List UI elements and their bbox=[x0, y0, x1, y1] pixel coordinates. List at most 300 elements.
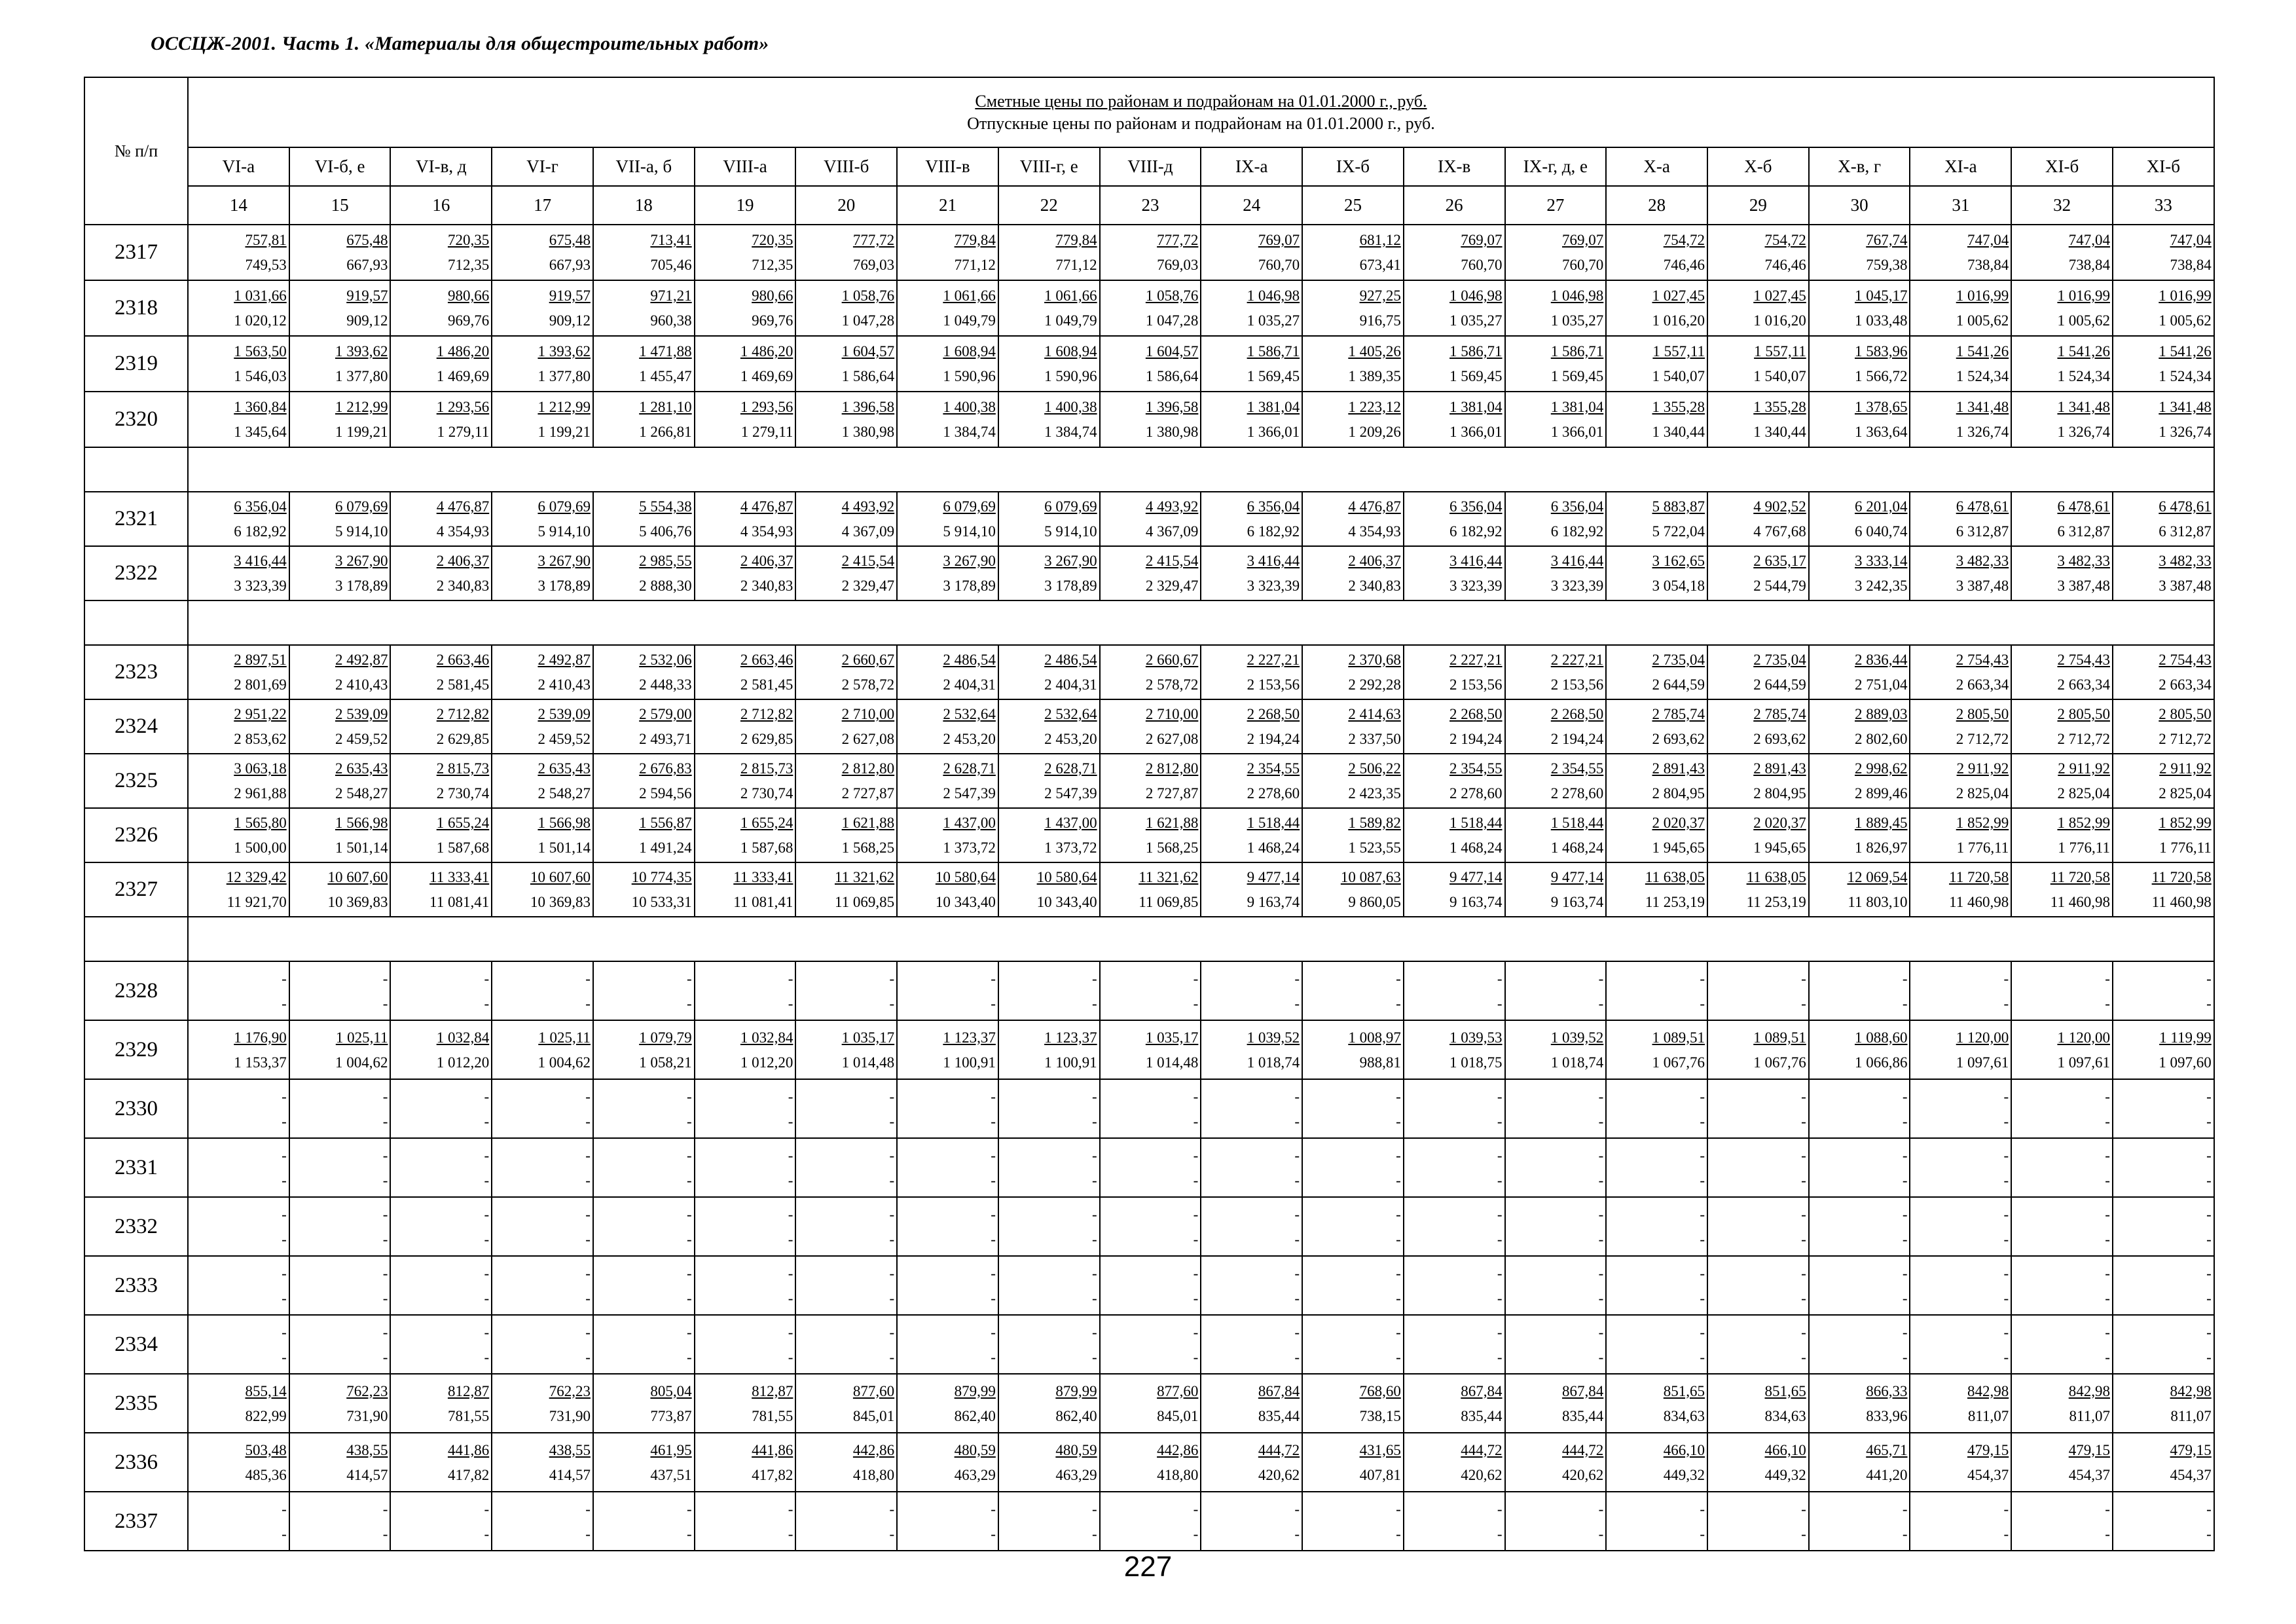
otpusknaya-price: 2 548,27 bbox=[538, 785, 591, 802]
otpusknaya-price: 731,90 bbox=[346, 1407, 388, 1424]
smetnaya-price: 465,71 bbox=[1866, 1441, 1908, 1458]
otpusknaya-price: - bbox=[1902, 1113, 1908, 1130]
otpusknaya-price: 454,37 bbox=[1967, 1466, 2009, 1483]
price-cell bbox=[2011, 225, 2113, 280]
otpusknaya-price: 760,70 bbox=[1461, 257, 1503, 273]
smetnaya-price: - bbox=[788, 1147, 793, 1164]
page-number: 227 bbox=[1123, 1551, 1173, 1583]
otpusknaya-price: 9 860,05 bbox=[1348, 894, 1401, 910]
price-cell bbox=[1809, 961, 1910, 1020]
otpusknaya-price: - bbox=[585, 1172, 591, 1189]
otpusknaya-price: - bbox=[282, 1172, 287, 1189]
price-cell bbox=[1606, 699, 1707, 754]
smetnaya-price: 2 370,68 bbox=[1348, 652, 1401, 668]
price-cell bbox=[1505, 862, 1607, 917]
price-cell bbox=[188, 1492, 289, 1551]
price-cell bbox=[1809, 645, 1910, 699]
price-cell bbox=[492, 1197, 593, 1256]
otpusknaya-price: - bbox=[585, 1348, 591, 1365]
smetnaya-price: 1 045,17 bbox=[1854, 287, 1908, 304]
price-cell bbox=[897, 1315, 998, 1374]
price-cell bbox=[1404, 1492, 1505, 1551]
region-header: XI-б bbox=[2011, 147, 2113, 186]
table-row bbox=[84, 336, 2214, 392]
smetnaya-price: 842,98 bbox=[1967, 1382, 2009, 1399]
smetnaya-price: 1 852,99 bbox=[2057, 815, 2110, 831]
smetnaya-price: 2 891,43 bbox=[1753, 760, 1806, 777]
separator-row bbox=[84, 917, 2214, 961]
otpusknaya-price: 1 776,11 bbox=[2159, 840, 2212, 856]
smetnaya-price: 779,84 bbox=[1055, 232, 1097, 248]
price-cell bbox=[390, 546, 492, 600]
smetnaya-price: 6 079,69 bbox=[943, 498, 996, 515]
otpusknaya-price: 2 453,20 bbox=[1044, 731, 1097, 747]
smetnaya-price: 1 556,87 bbox=[639, 815, 692, 831]
smetnaya-price: 4 476,87 bbox=[740, 498, 793, 515]
otpusknaya-price: 1 380,98 bbox=[1145, 424, 1199, 440]
otpusknaya-price: - bbox=[889, 1172, 895, 1189]
price-cell bbox=[1100, 280, 1201, 336]
otpusknaya-price: 2 493,71 bbox=[639, 731, 692, 747]
otpusknaya-price: 1 380,98 bbox=[841, 424, 895, 440]
smetnaya-price: - bbox=[484, 1323, 490, 1340]
otpusknaya-price: 1 587,68 bbox=[436, 840, 490, 856]
otpusknaya-price: 673,41 bbox=[1359, 257, 1401, 273]
price-cell bbox=[1404, 492, 1505, 546]
otpusknaya-price: 667,93 bbox=[549, 257, 591, 273]
price-cell bbox=[695, 754, 796, 808]
price-cell bbox=[1606, 546, 1707, 600]
otpusknaya-price: - bbox=[2003, 1172, 2009, 1189]
column-number: 16 bbox=[390, 186, 492, 225]
otpusknaya-price: 1 067,76 bbox=[1753, 1054, 1806, 1071]
otpusknaya-price: 916,75 bbox=[1359, 312, 1401, 329]
table-row bbox=[84, 862, 2214, 917]
smetnaya-price: 3 416,44 bbox=[1449, 553, 1503, 569]
otpusknaya-price: - bbox=[1193, 1113, 1199, 1130]
smetnaya-price: 2 660,67 bbox=[1145, 652, 1199, 668]
smetnaya-price: - bbox=[1598, 970, 1604, 987]
smetnaya-price: - bbox=[1396, 1264, 1401, 1282]
otpusknaya-price: 2 448,33 bbox=[639, 676, 692, 693]
otpusknaya-price: - bbox=[1396, 1230, 1401, 1247]
separator-cell bbox=[188, 600, 2214, 645]
price-cell bbox=[188, 699, 289, 754]
smetnaya-price: 1 355,28 bbox=[1753, 399, 1806, 415]
smetnaya-price: - bbox=[1091, 1147, 1097, 1164]
smetnaya-price: 2 911,92 bbox=[2159, 760, 2212, 777]
price-cell bbox=[289, 1256, 391, 1315]
table-row bbox=[84, 1256, 2214, 1315]
price-cell bbox=[2011, 546, 2113, 600]
price-cell bbox=[390, 492, 492, 546]
smetnaya-price: 3 267,90 bbox=[1044, 553, 1097, 569]
smetnaya-price: 6 356,04 bbox=[234, 498, 287, 515]
row-number-header: № п/п bbox=[84, 77, 188, 225]
price-cell bbox=[492, 225, 593, 280]
smetnaya-price: 2 754,43 bbox=[2159, 652, 2212, 668]
otpusknaya-price: 2 423,35 bbox=[1348, 785, 1401, 802]
otpusknaya-price: 420,62 bbox=[1258, 1466, 1300, 1483]
price-cell bbox=[1505, 1020, 1607, 1079]
otpusknaya-price: 749,53 bbox=[245, 257, 287, 273]
smetnaya-price: 1 058,76 bbox=[841, 287, 895, 304]
region-header: IX-а bbox=[1201, 147, 1302, 186]
smetnaya-price: 1 889,45 bbox=[1854, 815, 1908, 831]
price-cell bbox=[492, 754, 593, 808]
otpusknaya-price: 1 384,74 bbox=[943, 424, 996, 440]
smetnaya-price: - bbox=[1193, 1206, 1199, 1223]
price-cell bbox=[1201, 1197, 1302, 1256]
otpusknaya-price: - bbox=[991, 1525, 996, 1542]
smetnaya-price: - bbox=[788, 970, 793, 987]
smetnaya-price: 1 518,44 bbox=[1550, 815, 1604, 831]
otpusknaya-price: 2 727,87 bbox=[1145, 785, 1199, 802]
otpusknaya-price: 6 182,92 bbox=[234, 523, 287, 540]
smetnaya-price: 4 493,92 bbox=[841, 498, 895, 515]
price-cell bbox=[1100, 645, 1201, 699]
otpusknaya-price: - bbox=[1801, 1525, 1806, 1542]
price-cell bbox=[1707, 961, 1809, 1020]
price-cell bbox=[1809, 1256, 1910, 1315]
otpusknaya-price: 1 366,01 bbox=[1449, 424, 1503, 440]
smetnaya-price: 4 902,52 bbox=[1753, 498, 1806, 515]
smetnaya-price: 11 321,62 bbox=[834, 869, 895, 885]
price-cell bbox=[492, 1079, 593, 1138]
otpusknaya-price: 2 961,88 bbox=[234, 785, 287, 802]
otpusknaya-price: 1 568,25 bbox=[841, 840, 895, 856]
price-cell bbox=[1404, 336, 1505, 392]
price-cell bbox=[289, 808, 391, 862]
price-cell bbox=[795, 808, 897, 862]
smetnaya-price: 1 655,24 bbox=[740, 815, 793, 831]
otpusknaya-price: - bbox=[585, 1289, 591, 1306]
price-cell bbox=[1404, 961, 1505, 1020]
price-cell bbox=[1910, 225, 2011, 280]
otpusknaya-price: - bbox=[687, 1289, 692, 1306]
otpusknaya-price: - bbox=[889, 1525, 895, 1542]
otpusknaya-price: - bbox=[585, 1230, 591, 1247]
otpusknaya-price: 781,55 bbox=[447, 1407, 490, 1424]
otpusknaya-price: 738,84 bbox=[2068, 257, 2110, 273]
smetnaya-price: 1 583,96 bbox=[1854, 343, 1908, 360]
smetnaya-price: 2 712,82 bbox=[740, 706, 793, 722]
smetnaya-price: 675,48 bbox=[549, 232, 591, 248]
otpusknaya-price: - bbox=[1396, 1113, 1401, 1130]
smetnaya-price: 5 883,87 bbox=[1652, 498, 1705, 515]
otpusknaya-price: 1 384,74 bbox=[1044, 424, 1097, 440]
smetnaya-price: - bbox=[788, 1264, 793, 1282]
otpusknaya-price: - bbox=[2105, 995, 2110, 1012]
otpusknaya-price: 1 066,86 bbox=[1854, 1054, 1908, 1071]
otpusknaya-price: 6 040,74 bbox=[1854, 523, 1908, 540]
smetnaya-price: - bbox=[2105, 1206, 2110, 1223]
price-cell bbox=[390, 1374, 492, 1433]
otpusknaya-price: 2 581,45 bbox=[740, 676, 793, 693]
table-row bbox=[84, 1433, 2214, 1492]
smetnaya-price: 466,10 bbox=[1663, 1441, 1705, 1458]
smetnaya-price: 11 321,62 bbox=[1139, 869, 1199, 885]
price-cell bbox=[695, 1197, 796, 1256]
price-cell bbox=[1404, 1256, 1505, 1315]
otpusknaya-price: - bbox=[1497, 1172, 1503, 1189]
price-cell bbox=[695, 492, 796, 546]
otpusknaya-price: 1 500,00 bbox=[234, 840, 287, 856]
price-cell bbox=[2011, 492, 2113, 546]
price-cell bbox=[188, 492, 289, 546]
smetnaya-price: 1 393,62 bbox=[538, 343, 591, 360]
smetnaya-price: 1 025,11 bbox=[335, 1029, 388, 1046]
otpusknaya-price: 1 035,27 bbox=[1449, 312, 1503, 329]
column-number: 24 bbox=[1201, 186, 1302, 225]
smetnaya-price: - bbox=[1497, 1088, 1503, 1105]
price-cell bbox=[695, 1315, 796, 1374]
column-number: 14 bbox=[188, 186, 289, 225]
otpusknaya-price: 1 014,48 bbox=[841, 1054, 895, 1071]
smetnaya-price: 479,15 bbox=[1967, 1441, 2009, 1458]
smetnaya-price: 2 486,54 bbox=[943, 652, 996, 668]
otpusknaya-price: - bbox=[2105, 1172, 2110, 1189]
price-cell bbox=[695, 225, 796, 280]
otpusknaya-price: 759,38 bbox=[1866, 257, 1908, 273]
column-number: 27 bbox=[1505, 186, 1607, 225]
table-row bbox=[84, 1492, 2214, 1551]
price-cell bbox=[897, 1256, 998, 1315]
price-cell bbox=[2011, 1020, 2113, 1079]
otpusknaya-price: 1 366,01 bbox=[1550, 424, 1604, 440]
price-cell bbox=[795, 280, 897, 336]
smetnaya-price: - bbox=[1497, 1206, 1503, 1223]
smetnaya-price: 1 016,99 bbox=[1956, 287, 2009, 304]
table-row bbox=[84, 392, 2214, 447]
otpusknaya-price: - bbox=[382, 1525, 388, 1542]
price-cell bbox=[897, 754, 998, 808]
price-cell bbox=[1302, 1020, 1404, 1079]
smetnaya-price: 1 039,52 bbox=[1550, 1029, 1604, 1046]
price-cell bbox=[795, 645, 897, 699]
smetnaya-price: 2 815,73 bbox=[436, 760, 490, 777]
smetnaya-price: 3 267,90 bbox=[538, 553, 591, 569]
smetnaya-price: 1 608,94 bbox=[1044, 343, 1097, 360]
smetnaya-price: - bbox=[1801, 1088, 1806, 1105]
price-cell bbox=[492, 336, 593, 392]
table-row bbox=[84, 1020, 2214, 1079]
otpusknaya-price: 2 410,43 bbox=[335, 676, 388, 693]
otpusknaya-price: 4 354,93 bbox=[740, 523, 793, 540]
otpusknaya-price: - bbox=[1598, 1230, 1604, 1247]
otpusknaya-price: 833,96 bbox=[1866, 1407, 1908, 1424]
otpusknaya-price: - bbox=[1700, 1525, 1705, 1542]
otpusknaya-price: 1 016,20 bbox=[1652, 312, 1705, 329]
smetnaya-price: 2 911,92 bbox=[1956, 760, 2009, 777]
otpusknaya-price: 6 312,87 bbox=[2159, 523, 2212, 540]
price-cell bbox=[188, 1079, 289, 1138]
smetnaya-price: - bbox=[2206, 1147, 2212, 1164]
smetnaya-price: - bbox=[1396, 1147, 1401, 1164]
price-cell bbox=[289, 392, 391, 447]
separator-cell bbox=[84, 917, 188, 961]
price-cell bbox=[795, 1492, 897, 1551]
price-cell bbox=[1201, 1374, 1302, 1433]
price-cell bbox=[1910, 1079, 2011, 1138]
smetnaya-price: 767,74 bbox=[1866, 232, 1908, 248]
otpusknaya-price: 463,29 bbox=[1055, 1466, 1097, 1483]
price-cell bbox=[188, 1433, 289, 1492]
otpusknaya-price: 1 279,11 bbox=[740, 424, 793, 440]
price-cell bbox=[1505, 754, 1607, 808]
otpusknaya-price: 746,46 bbox=[1764, 257, 1806, 273]
otpusknaya-price: 2 153,56 bbox=[1449, 676, 1503, 693]
otpusknaya-price: 6 182,92 bbox=[1449, 523, 1503, 540]
table-row bbox=[84, 808, 2214, 862]
otpusknaya-price: - bbox=[889, 995, 895, 1012]
otpusknaya-price: 1 049,79 bbox=[1044, 312, 1097, 329]
smetnaya-price: 3 267,90 bbox=[335, 553, 388, 569]
price-cell bbox=[1707, 754, 1809, 808]
smetnaya-price: 1 046,98 bbox=[1449, 287, 1503, 304]
otpusknaya-price: 1 018,74 bbox=[1247, 1054, 1300, 1071]
otpusknaya-price: 3 054,18 bbox=[1652, 578, 1705, 594]
smetnaya-price: 713,41 bbox=[650, 232, 692, 248]
price-cell bbox=[1910, 961, 2011, 1020]
otpusknaya-price: 1 018,75 bbox=[1449, 1054, 1503, 1071]
otpusknaya-price: 2 644,59 bbox=[1652, 676, 1705, 693]
smetnaya-price: 1 039,53 bbox=[1449, 1029, 1503, 1046]
otpusknaya-price: - bbox=[1598, 1525, 1604, 1542]
smetnaya-price: - bbox=[2003, 1088, 2009, 1105]
otpusknaya-price: 1 569,45 bbox=[1247, 368, 1300, 384]
smetnaya-price: 867,84 bbox=[1461, 1382, 1503, 1399]
otpusknaya-price: 437,51 bbox=[650, 1466, 692, 1483]
otpusknaya-price: 988,81 bbox=[1359, 1054, 1401, 1071]
smetnaya-price: 11 720,58 bbox=[1949, 869, 2009, 885]
price-cell bbox=[2113, 961, 2214, 1020]
otpusknaya-price: 2 594,56 bbox=[639, 785, 692, 802]
smetnaya-price: 11 333,41 bbox=[733, 869, 793, 885]
otpusknaya-price: - bbox=[1700, 995, 1705, 1012]
smetnaya-price: 2 406,37 bbox=[436, 553, 490, 569]
otpusknaya-price: 3 178,89 bbox=[538, 578, 591, 594]
price-cell bbox=[795, 1315, 897, 1374]
smetnaya-price: 851,65 bbox=[1663, 1382, 1705, 1399]
otpusknaya-price: - bbox=[1700, 1172, 1705, 1189]
smetnaya-price: 1 852,99 bbox=[1956, 815, 2009, 831]
price-cell bbox=[1707, 280, 1809, 336]
price-cell bbox=[1505, 225, 1607, 280]
smetnaya-price: 1 586,71 bbox=[1449, 343, 1503, 360]
smetnaya-price: 1 031,66 bbox=[234, 287, 287, 304]
price-cell bbox=[593, 280, 695, 336]
price-cell bbox=[897, 1433, 998, 1492]
price-cell bbox=[188, 1256, 289, 1315]
price-cell bbox=[390, 336, 492, 392]
price-cell bbox=[1201, 1020, 1302, 1079]
otpusknaya-price: 1 345,64 bbox=[234, 424, 287, 440]
price-cell bbox=[1707, 808, 1809, 862]
otpusknaya-price: - bbox=[687, 1525, 692, 1542]
price-cell bbox=[897, 1197, 998, 1256]
price-cell bbox=[998, 492, 1100, 546]
price-cell bbox=[289, 280, 391, 336]
otpusknaya-price: 1 035,27 bbox=[1247, 312, 1300, 329]
price-cell bbox=[593, 392, 695, 447]
otpusknaya-price: 771,12 bbox=[1055, 257, 1097, 273]
otpusknaya-price: 11 253,19 bbox=[1645, 894, 1705, 910]
smetnaya-price: 1 621,88 bbox=[1145, 815, 1199, 831]
price-cell bbox=[1809, 1315, 1910, 1374]
table-row bbox=[84, 1197, 2214, 1256]
smetnaya-price: 6 201,04 bbox=[1854, 498, 1908, 515]
otpusknaya-price: 667,93 bbox=[346, 257, 388, 273]
smetnaya-price: 438,55 bbox=[549, 1441, 591, 1458]
smetnaya-price: 1 058,76 bbox=[1145, 287, 1199, 304]
otpusknaya-price: 11 803,10 bbox=[1848, 894, 1908, 910]
price-cell bbox=[188, 1197, 289, 1256]
price-cell bbox=[188, 392, 289, 447]
otpusknaya-price: 2 825,04 bbox=[2057, 785, 2110, 802]
smetnaya-price: - bbox=[1801, 1500, 1806, 1517]
price-cell bbox=[2113, 1197, 2214, 1256]
price-cell bbox=[390, 1433, 492, 1492]
smetnaya-price: 2 539,09 bbox=[335, 706, 388, 722]
price-cell bbox=[1606, 808, 1707, 862]
smetnaya-price: 1 381,04 bbox=[1550, 399, 1604, 415]
price-cell bbox=[897, 1138, 998, 1197]
smetnaya-price: 877,60 bbox=[852, 1382, 895, 1399]
column-number: 23 bbox=[1100, 186, 1201, 225]
smetnaya-price: 877,60 bbox=[1157, 1382, 1199, 1399]
price-cell bbox=[795, 1138, 897, 1197]
smetnaya-price: 12 329,42 bbox=[226, 869, 287, 885]
otpusknaya-price: - bbox=[788, 1172, 793, 1189]
price-cell bbox=[2011, 1433, 2113, 1492]
smetnaya-price: - bbox=[1193, 1500, 1199, 1517]
otpusknaya-price: 835,44 bbox=[1461, 1407, 1503, 1424]
smetnaya-price: 2 020,37 bbox=[1652, 815, 1705, 831]
otpusknaya-price: 5 914,10 bbox=[538, 523, 591, 540]
price-cell bbox=[1809, 546, 1910, 600]
price-cell bbox=[2113, 280, 2214, 336]
price-cell bbox=[1100, 1433, 1201, 1492]
smetnaya-price: 1 035,17 bbox=[1145, 1029, 1199, 1046]
price-cell bbox=[1201, 280, 1302, 336]
smetnaya-price: 2 227,21 bbox=[1550, 652, 1604, 668]
price-cell bbox=[795, 492, 897, 546]
smetnaya-price: - bbox=[585, 1147, 591, 1164]
row-number: 2321 bbox=[84, 492, 188, 546]
column-number-row bbox=[84, 186, 2214, 225]
smetnaya-price: - bbox=[1902, 1147, 1908, 1164]
otpusknaya-price: - bbox=[1497, 995, 1503, 1012]
smetnaya-price: 980,66 bbox=[752, 287, 793, 304]
price-cell bbox=[593, 1433, 695, 1492]
smetnaya-price: 1 557,11 bbox=[1652, 343, 1705, 360]
otpusknaya-price: 1 945,65 bbox=[1652, 840, 1705, 856]
smetnaya-price: - bbox=[1294, 1206, 1300, 1223]
otpusknaya-price: - bbox=[1193, 1348, 1199, 1365]
region-header: VIII-г, е bbox=[998, 147, 1100, 186]
price-cell bbox=[1505, 1315, 1607, 1374]
price-cell bbox=[1505, 1492, 1607, 1551]
otpusknaya-price: - bbox=[2206, 1348, 2212, 1365]
price-cell bbox=[593, 1374, 695, 1433]
price-cell bbox=[1404, 808, 1505, 862]
region-header: IX-в bbox=[1404, 147, 1505, 186]
smetnaya-price: - bbox=[1497, 970, 1503, 987]
price-cell bbox=[1201, 645, 1302, 699]
table-row bbox=[84, 1138, 2214, 1197]
price-cell bbox=[998, 961, 1100, 1020]
